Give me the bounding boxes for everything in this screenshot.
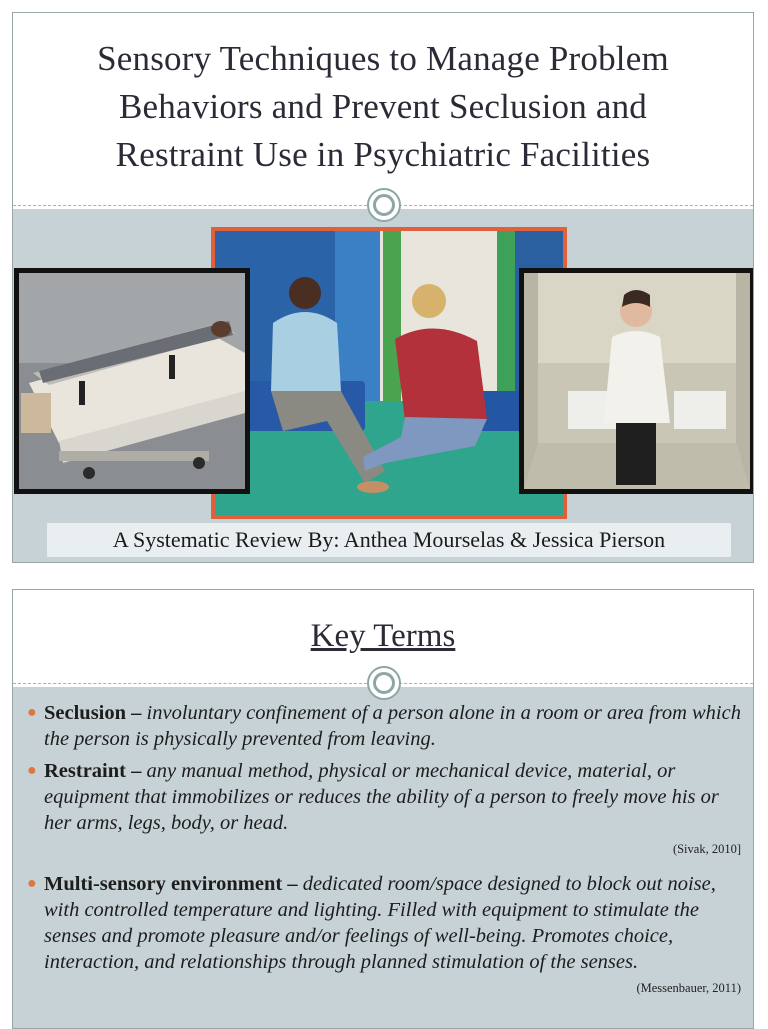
seclusion-room-illustration: [524, 273, 750, 489]
term-name: Seclusion –: [44, 702, 142, 724]
divider-circle-ornament: [367, 666, 401, 700]
title-line-1: Sensory Techniques to Manage Problem: [97, 39, 669, 78]
title-slide: [12, 12, 754, 563]
restraint-bed-illustration: [19, 273, 245, 489]
key-terms-slide: [12, 589, 754, 1029]
term-definition: any manual method, physical or mechanical device, material, or equipment that immobilizes or reduces the ability of a person to freely move his or her arms, legs, body, or head.: [44, 760, 719, 834]
sensory-room-illustration: [215, 231, 563, 515]
term-name: Restraint –: [44, 760, 142, 782]
list-item: [27, 758, 741, 836]
key-terms-list: [27, 700, 741, 996]
title-line-3: Restraint Use in Psychiatric Facilities: [115, 135, 651, 174]
sensory-room-photo: [211, 227, 567, 519]
term-definition: involuntary confinement of a person alone in a room or area from which the person is physically prevented from leaving.: [44, 702, 741, 750]
list-item: [27, 871, 741, 975]
bullet-icon: ●: [27, 762, 37, 779]
bullet-icon: ●: [27, 875, 37, 892]
divider-circle-ornament: [367, 188, 401, 222]
slide-title: [13, 13, 753, 179]
citation: (Messenbauer, 2011): [636, 981, 741, 995]
citation: (Sivak, 2010]: [672, 842, 741, 856]
bullet-icon: ●: [27, 704, 37, 721]
title-line-2: Behaviors and Prevent Seclusion and: [118, 87, 647, 126]
restraint-bed-photo: [14, 268, 250, 494]
authors-caption: A Systematic Review By: Anthea Mourselas & Jessica Pierson: [47, 523, 731, 557]
list-item: [27, 700, 741, 752]
slide-title: Key Terms: [310, 618, 456, 654]
term-name: Multi-sensory environment –: [44, 873, 298, 895]
seclusion-room-photo: [519, 268, 754, 494]
term-definition: dedicated room/space designed to block out noise, with controlled temperature and lighting. Filled with equipment to stimulate the senses and promote pleasure and/or feelings of well-being. Promotes choice, interaction, and relationships through planned stimulation of the senses.: [44, 873, 716, 973]
